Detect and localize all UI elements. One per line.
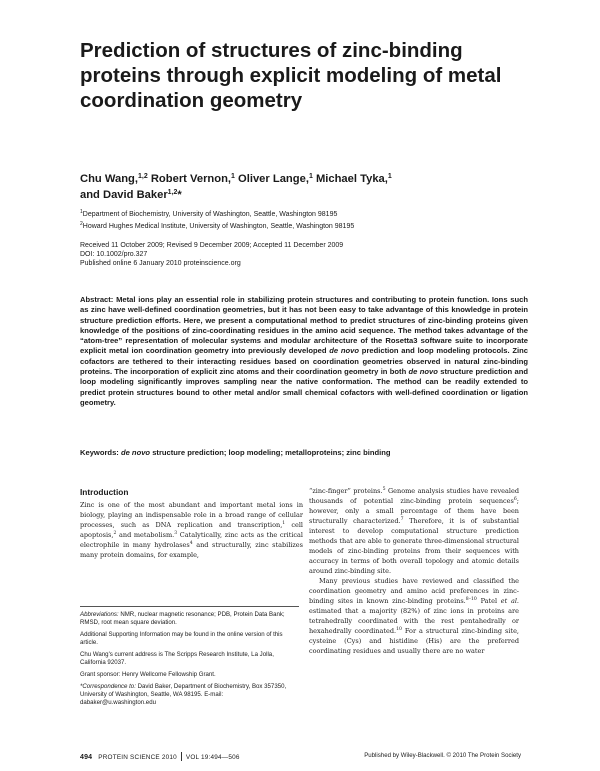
journal-volume: VOL 19:494—506	[185, 754, 240, 761]
citation-ref[interactable]: 5	[382, 487, 386, 492]
citation-ref[interactable]: 3	[174, 531, 178, 536]
abstract-label: Abstract:	[80, 295, 114, 304]
current-address-note: Chu Wang's current address is The Scripps Research Institute, La Jolla, California 92037.	[80, 651, 274, 667]
left-column	[80, 487, 303, 560]
affiliations	[80, 209, 540, 232]
abbreviations-note: Abbreviations: NMR, nuclear magnetic resonance; PDB, Protein Data Bank; RMSD, root mean square deviation.	[80, 611, 285, 627]
keywords: Keywords: de novo structure prediction; loop modeling; metalloproteins; zinc binding	[80, 448, 391, 457]
doi-link[interactable]: DOI: 10.1002/pro.327	[80, 251, 148, 259]
abstract: Abstract: Metal ions play an essential role in stabilizing protein structures and contributing to protein function. Ions such as zinc have well-defined coordination geometries, but it has not been easy to take advantage of this knowledge in protein structure prediction efforts. Here, we present a computational method to predict structures of zinc-binding proteins given knowledge of the positions of zinc-coordinating residues in the amino acid sequence. The method takes advantage of the “atom-tree” representation of molecular systems and modular architecture of the Rosetta3 software suite to incorporate explicit metal ion coordination geometry into previously developed de novo prediction and loop modeling protocols. Zinc cofactors are tethered to their interacting residues based on coordination geometries observed in natural zinc-binding proteins. The incorporation of explicit zinc atoms and their coordination geometry in both de novo structure prediction and loop modeling significantly improves sampling near the native conformation. The method can be readily extended to predict protein structures bound to other metal and/or small chemical cofactors with well-defined coordination or ligation geometry.	[80, 295, 528, 407]
citation-ref[interactable]: 8–10	[465, 597, 477, 602]
author-list	[80, 171, 540, 203]
author-name: Robert Vernon,	[150, 173, 232, 185]
author-affil-sup: 1,2	[138, 173, 148, 180]
author-affil-sup: 1,2	[167, 189, 178, 196]
publisher-credit: Published by Wiley-Blackwell. © 2010 The Protein Society	[364, 752, 521, 759]
citation-ref[interactable]: 6	[513, 497, 517, 502]
body-paragraph: “zinc-finger” proteins.$^5$ Genome analysis studies have revealed thousands of potential zinc-binding protein sequences$^6$; however, only a small percentage of them have been structurally characterized.$^7$ Therefore, it is of substantial interest to develop computational structure prediction methods that are able to generate three-dimensional structural models of zinc-binding proteins from their sequences with accuracy in terms of both overall topology and atomic details around zinc-binding site.	[309, 487, 519, 575]
author-affil-sup: 1	[231, 173, 235, 180]
supporting-info-note: Additional Supporting Information may be found in the online version of this article.	[80, 631, 283, 647]
page-number: 494	[80, 754, 93, 761]
author-name: Michael Tyka,	[315, 173, 388, 185]
page-footer-left	[80, 752, 240, 761]
author-affil-sup: 1	[308, 173, 313, 180]
citation-ref[interactable]: 7	[400, 517, 404, 522]
footnote-divider	[80, 606, 299, 607]
citation-ref[interactable]: 1	[282, 521, 286, 526]
journal-name: PROTEIN SCIENCE 2010	[98, 754, 177, 761]
published-date: Published online 6 January 2010 proteinscience.org	[80, 260, 241, 268]
corresponding-star: *	[177, 189, 182, 201]
intro-paragraph: Zinc is one of the most abundant and important metal ions in biology, playing an indispensable role in a broad range of cellular processes, such as DNA replication and transcription,$^1$ cell apoptosis,$^2$ and metabolism.$^3$ Catalytically, zinc acts as the critical electrophile in many hydrolases$^4$ and structurally, zinc stabilizes many protein domains, for example,	[80, 501, 304, 559]
footer-separator	[181, 752, 182, 761]
section-heading-introduction: Introduction	[80, 487, 129, 497]
affiliation-item: $^2$Howard Hughes Medical Institute, University of Washington, Seattle, Washington 98195	[80, 220, 355, 230]
author-affil-sup: 1	[387, 173, 392, 180]
article-title: Prediction of structures of zinc-binding proteins through explicit modeling of metal coordination geometry	[80, 39, 502, 112]
right-column	[309, 486, 519, 656]
publication-history	[80, 241, 540, 269]
affiliation-item: $^1$Department of Biochemistry, University of Washington, Seattle, Washington 98195	[80, 209, 338, 218]
citation-ref[interactable]: 10	[396, 627, 402, 632]
footnotes	[80, 611, 299, 711]
grant-note: Grant sponsor: Henry Wellcome Fellowship Grant.	[80, 671, 216, 678]
citation-ref[interactable]: 4	[189, 541, 193, 546]
author-name: Chu Wang,	[80, 173, 138, 185]
received-dates: Received 11 October 2009; Revised 9 December 2009; Accepted 11 December 2009	[80, 242, 344, 249]
correspondence-note: *Correspondence to: David Baker, Department of Biochemistry, Box 357350, University of Washington, Seattle, WA 98195. E-mail: dabaker@u.washington.edu	[80, 682, 287, 707]
author-name: and David Baker	[80, 189, 168, 201]
keywords-label: Keywords:	[80, 448, 119, 457]
author-name: Oliver Lange,	[238, 173, 309, 185]
citation-ref[interactable]: 2	[113, 531, 117, 536]
body-paragraph: Many previous studies have reviewed and classified the coordination geometry and amino acid preferences in zinc-binding sites in known zinc-binding proteins.$^{8-10}$ Patel et al. estimated that a majority (82%) of zinc ions in proteins are tetrahedrally coordinated with the rest pentahedrally or hexahedrally coordinated.$^{10}$ For a structural zinc-binding site, cysteine (Cys) and histidine (His) are the preferred coordinating residues and usually there are no water	[309, 577, 520, 655]
